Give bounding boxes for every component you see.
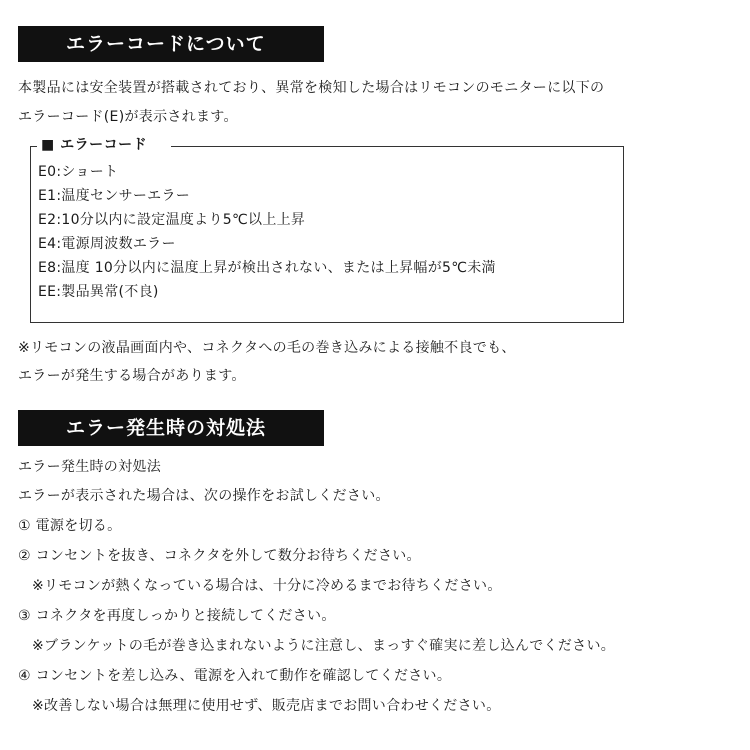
step-4-note: ※改善しない場合は無理に使用せず、販売店までお問い合わせください。: [32, 698, 501, 714]
error-code-box-title: ■ エラーコード: [37, 135, 171, 155]
step-3: ③ コネクタを再度しっかりと接続してください。: [18, 608, 336, 624]
note-line-1: ※リモコンの液晶画面内や、コネクタへの毛の巻き込みによる接触不良でも、: [18, 340, 516, 356]
error-code-ee: EE:製品異常(不良): [38, 284, 159, 300]
note-line-2: エラーが発生する場合があります。: [18, 368, 246, 384]
step-3-note: ※ブランケットの毛が巻き込まれないように注意し、まっすぐ確実に差し込んでください。: [32, 638, 616, 654]
error-code-box: [30, 137, 624, 323]
intro-line-2: エラーコード(E)が表示されます。: [18, 109, 238, 125]
troubleshooting-line: エラー発生時の対処法: [18, 459, 161, 475]
step-1: ① 電源を切る。: [18, 518, 122, 534]
error-code-e8: E8:温度 10分以内に温度上昇が検出されない、または上昇幅が5℃未満: [38, 260, 496, 276]
troubleshooting-heading: エラー発生時の対処法: [18, 410, 324, 446]
step-4: ④ コンセントを差し込み、電源を入れて動作を確認してください。: [18, 668, 452, 684]
error-code-heading: エラーコードについて: [18, 26, 324, 62]
error-code-e1: E1:温度センサーエラー: [38, 188, 191, 204]
error-code-e2: E2:10分以内に設定温度より5℃以上上昇: [38, 212, 306, 228]
intro-line-1: 本製品には安全装置が搭載されており、異常を検知した場合はリモコンのモニターに以下の: [18, 80, 605, 96]
error-code-e4: E4:電源周波数エラー: [38, 236, 176, 252]
troubleshooting-line: エラーが表示された場合は、次の操作をお試しください。: [18, 488, 390, 504]
step-2-note: ※リモコンが熱くなっている場合は、十分に冷めるまでお待ちください。: [32, 578, 502, 594]
error-code-e0: E0:ショート: [38, 164, 119, 180]
step-2: ② コンセントを抜き、コネクタを外して数分お待ちください。: [18, 548, 421, 564]
